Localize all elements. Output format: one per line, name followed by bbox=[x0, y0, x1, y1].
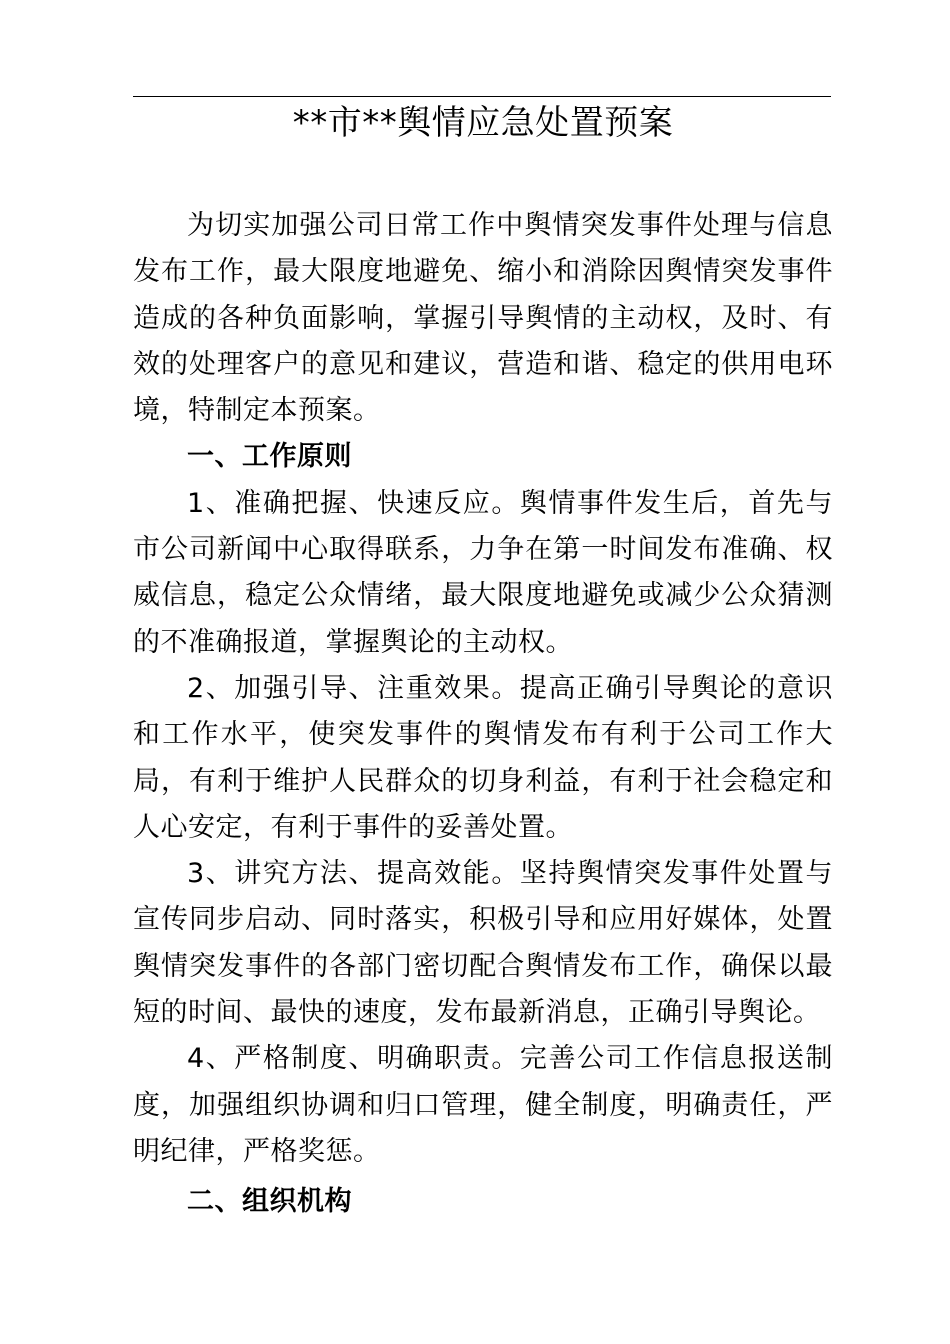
principle-item-3: 3、讲究方法、提高效能。坚持舆情突发事件处置与宣传同步启动、同时落实，积极引导和应用好媒体，处置舆情突发事件的各部门密切配合舆情发布工作，确保以最短的时间、最快的速度，发布最新消息，正确引导舆论。 bbox=[133, 858, 833, 1029]
principle-item-2: 2、加强引导、注重效果。提高正确引导舆论的意识和工作水平，使突发事件的舆情发布有利于公司工作大局，有利于维护人民群众的切身利益，有利于社会稳定和人心安定，有利于事件的妥善处置。 bbox=[133, 672, 833, 843]
header-rule bbox=[133, 96, 831, 97]
principle-item-1: 1、准确把握、快速反应。舆情事件发生后，首先与市公司新闻中心取得联系，力争在第一时间发布准确、权威信息，稳定公众情绪，最大限度地避免或减少公众猜测的不准确报道，掌握舆论的主动权。 bbox=[133, 487, 833, 658]
document-page bbox=[133, 96, 833, 1226]
section-heading-principles: 一、工作原则 bbox=[187, 441, 352, 473]
intro-paragraph: 为切实加强公司日常工作中舆情突发事件处理与信息发布工作，最大限度地避免、缩小和消除因舆情突发事件造成的各种负面影响，掌握引导舆情的主动权，及时、有效的处理客户的意见和建议，营造和谐、稳定的供用电环境，特制定本预案。 bbox=[133, 210, 833, 427]
principle-item-4: 4、严格制度、明确职责。完善公司工作信息报送制度，加强组织协调和归口管理，健全制度，明确责任，严明纪律，严格奖惩。 bbox=[133, 1043, 833, 1167]
section-heading-organization: 二、组织机构 bbox=[187, 1186, 352, 1218]
document-body bbox=[133, 203, 833, 1226]
document-title: **市**舆情应急处置预案 bbox=[292, 103, 674, 143]
